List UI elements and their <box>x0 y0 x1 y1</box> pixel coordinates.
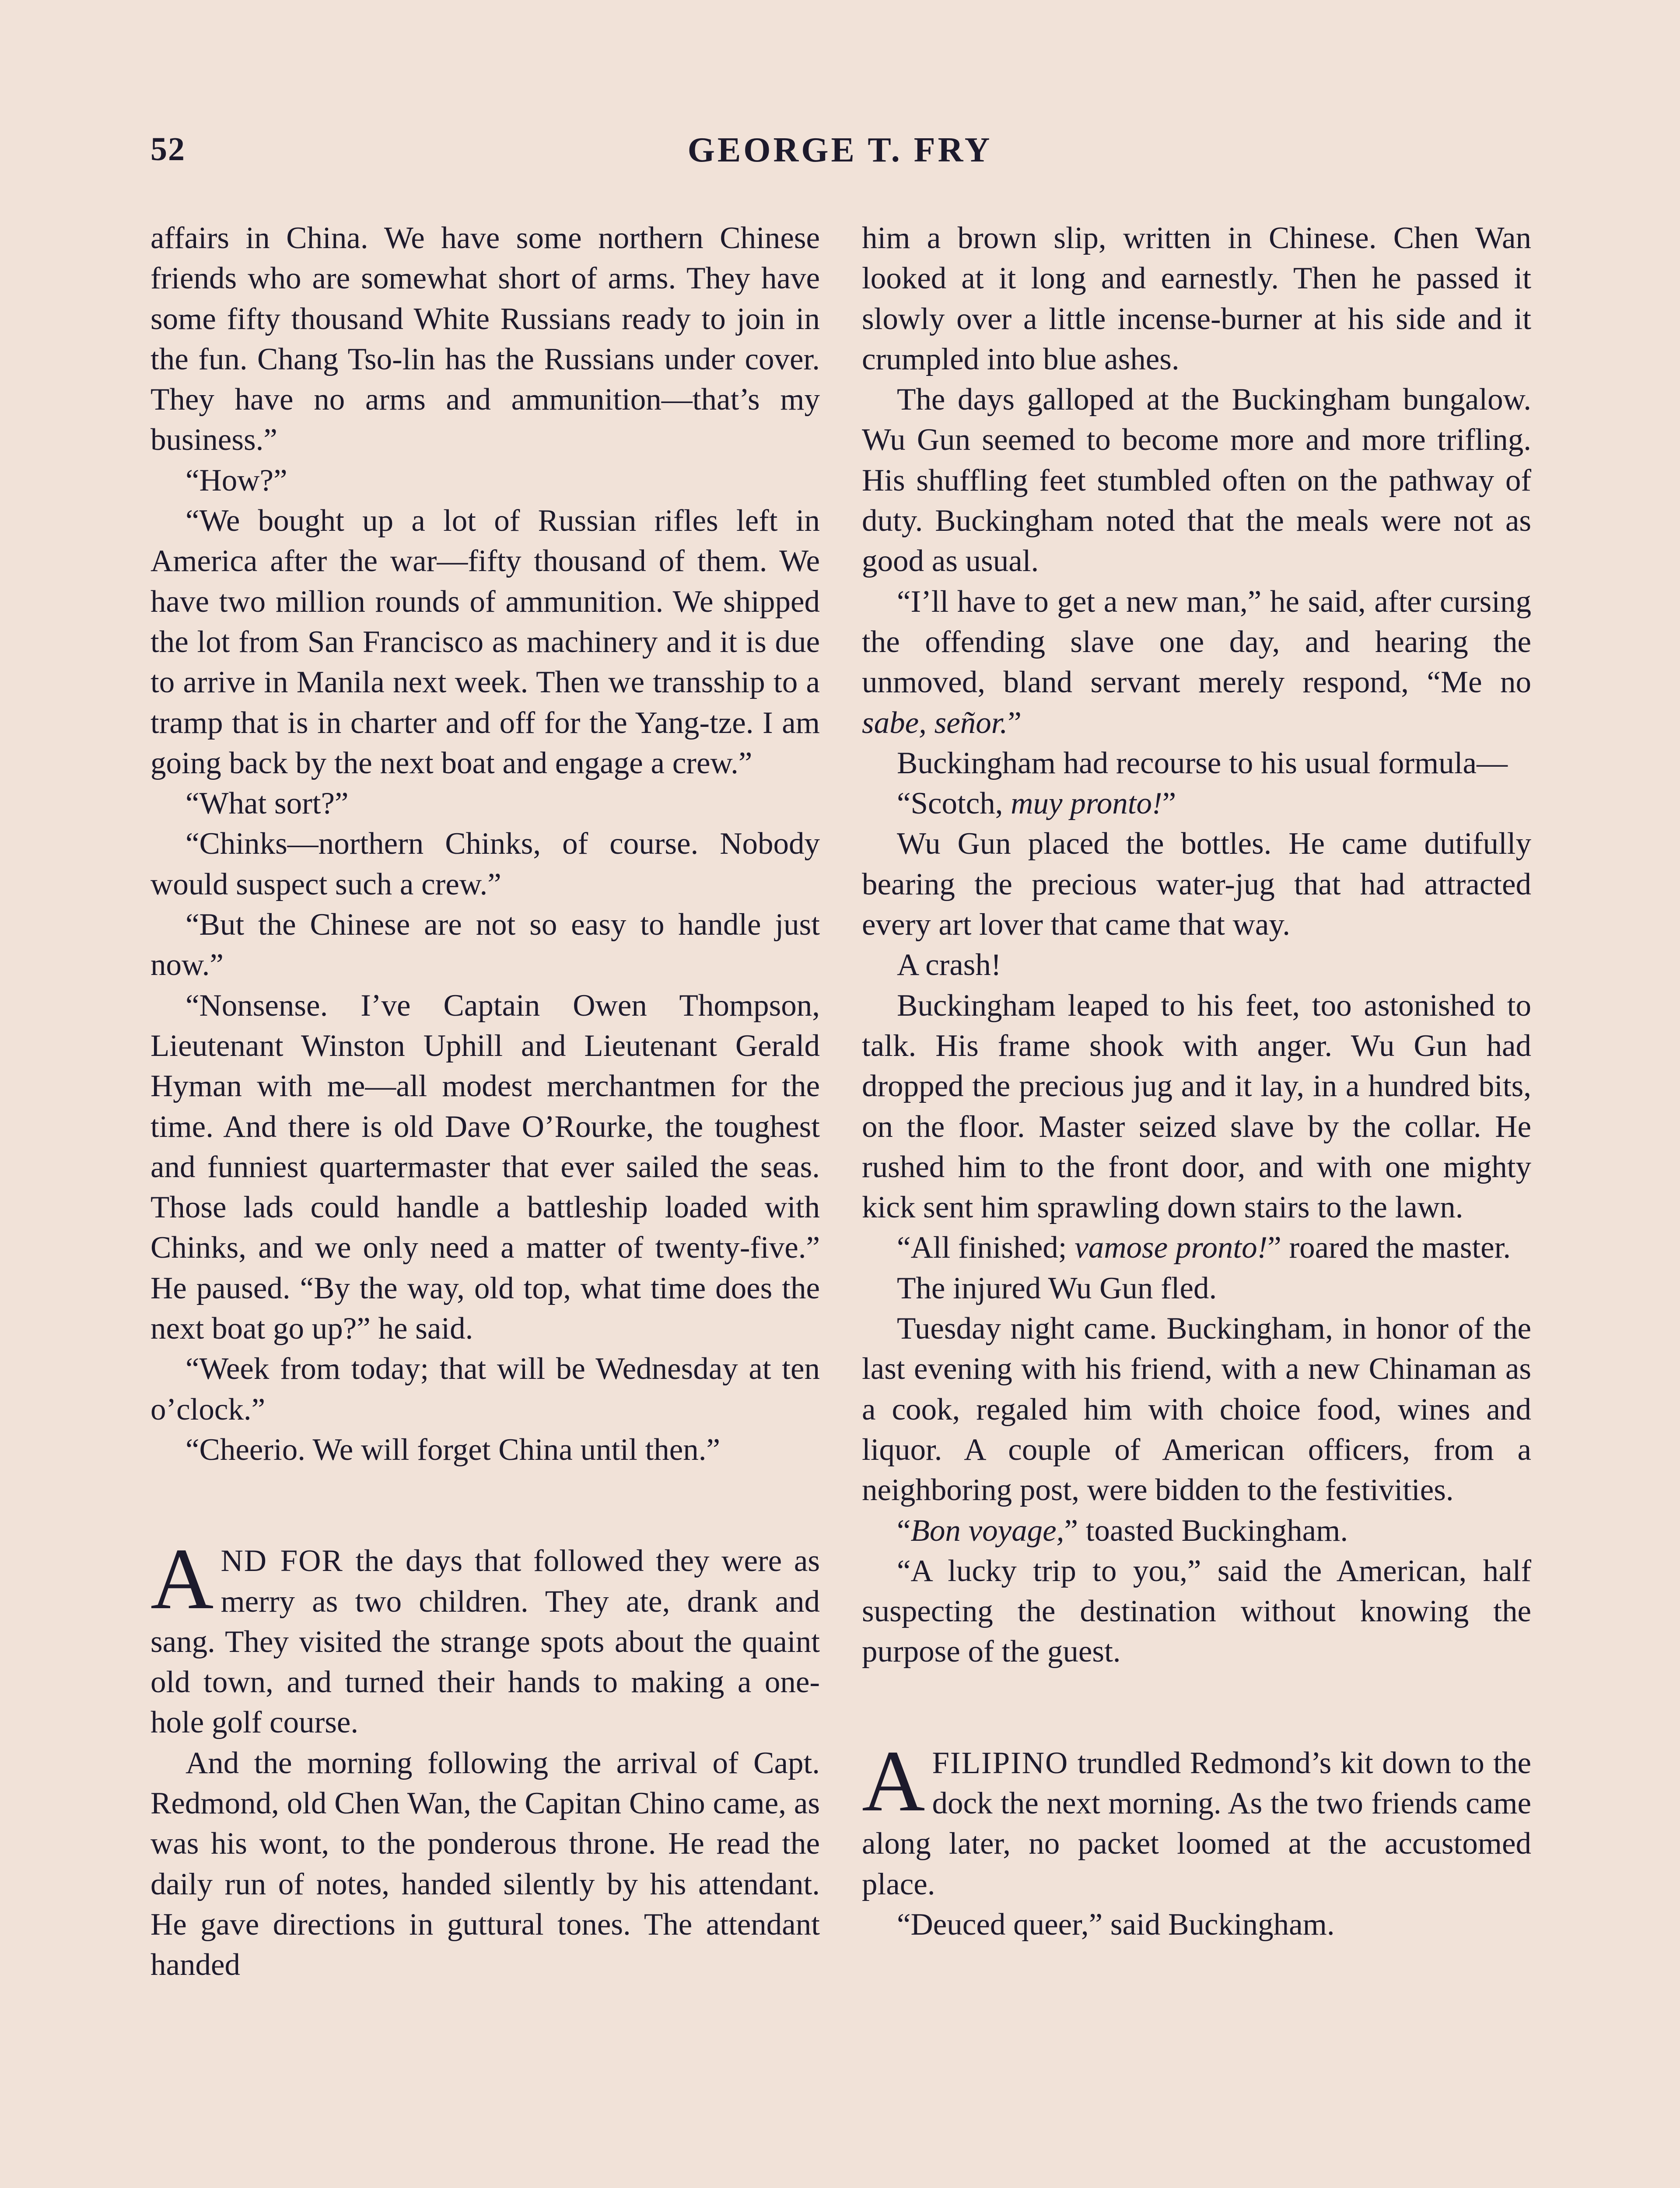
paragraph: “Cheerio. We will forget China until then.” <box>186 1432 721 1467</box>
italic-text: vamose pronto! <box>1074 1231 1268 1265</box>
paragraph-text: the days that followed they were as merry as two children. They ate, drank and sang. They visited the strange spots about the quaint old town, and turned their hands to making a one-hole golf course. <box>150 1544 820 1740</box>
paragraph-text: ” roared the master. <box>1267 1231 1511 1265</box>
paragraph: Tuesday night came. Buckingham, in honor of the last evening with his friend, with a new Chinaman as a cook, regaled him with choice food, wines and liquor. A couple of American officers, from a neighboring post, were bidden to the festivities. <box>862 1311 1531 1508</box>
paragraph <box>862 783 1531 824</box>
paragraph-text: ” <box>1008 705 1022 740</box>
section-opening-paragraph <box>150 1531 820 1743</box>
paragraph-text: trundled Redmond’s kit down to the dock the next morning. As the two friends came along later, no packet loomed at the accustomed place. <box>862 1746 1531 1901</box>
paragraph: The days galloped at the Buckingham bungalow. Wu Gun seemed to become more and more trifling. His shuffling feet stumbled often on the pathway of duty. Buckingham noted that the meals were not as good as usual. <box>862 382 1531 579</box>
drop-cap: A <box>862 1732 925 1830</box>
italic-text: Bon voyage, <box>910 1513 1064 1548</box>
paragraph: A crash! <box>897 948 1001 982</box>
italic-text: sabe, señor. <box>862 705 1008 740</box>
paragraph-text: ” toasted Buckingham. <box>1064 1513 1348 1548</box>
paragraph: “A lucky trip to you,” said the American, half suspecting the destination without knowing the purpose of the guest. <box>862 1553 1531 1669</box>
paragraph-text: “All finished; <box>897 1231 1075 1265</box>
paragraph: “Chinks—northern Chinks, of course. Nobody would suspect such a crew.” <box>150 827 820 901</box>
drop-cap: A <box>150 1531 214 1628</box>
paragraph: “Deuced queer,” said Buckingham. <box>897 1907 1335 1942</box>
page-number: 52 <box>150 131 186 168</box>
small-caps-lead: ND FOR <box>220 1544 343 1578</box>
left-column <box>150 218 820 1985</box>
paragraph <box>862 1511 1531 1551</box>
paragraph-text: “I’ll have to get a new man,” he said, after cursing the offending slave one day, and hearing the unmoved, bland servant merely respond, “Me no <box>862 584 1531 700</box>
paragraph: Wu Gun placed the bottles. He came dutifully bearing the precious water-jug that had attracted every art lover that came that way. <box>862 827 1531 942</box>
paragraph <box>862 582 1531 743</box>
paragraph: “Week from today; that will be Wednesday at ten o’clock.” <box>150 1352 820 1427</box>
paragraph-text: “Scotch, <box>897 786 1011 821</box>
paragraph: “We bought up a lot of Russian rifles left in America after the war—fifty thousand of them. We have two million rounds of ammunition. We shipped the lot from San Francisco as machinery and it is due to arrive in Manila next week. Then we transship to a tramp that is in charter and off for the Yang-tze. I am going back by the next boat and engage a crew.” <box>150 504 820 780</box>
paragraph: him a brown slip, written in Chinese. Chen Wan looked at it long and earnestly. Then he passed it slowly over a little incense-burner at his side and it crumpled into blue ashes. <box>862 221 1531 376</box>
paragraph: affairs in China. We have some northern Chinese friends who are somewhat short of arms. They have some fifty thousand White Russians ready to join in the fun. Chang Tso-lin has the Russians under cover. They have no arms and ammunition—that’s my business.” <box>150 221 820 457</box>
paragraph: “What sort?” <box>186 786 349 821</box>
paragraph: The injured Wu Gun fled. <box>897 1271 1217 1305</box>
paragraph: Buckingham had recourse to his usual formula— <box>897 746 1508 780</box>
small-caps-lead: FILIPINO <box>932 1746 1069 1780</box>
running-title: GEORGE T. FRY <box>687 131 993 169</box>
paragraph: “How?” <box>186 463 287 498</box>
paragraph: Buckingham leaped to his feet, too astonished to talk. His frame shook with anger. Wu Gun had dropped the precious jug and it lay, in a hundred bits, on the floor. Master seized slave by the collar. He rushed him to the front door, and with one mighty kick sent him sprawling down stairs to the lawn. <box>862 988 1531 1225</box>
section-opening-paragraph <box>862 1732 1531 1904</box>
italic-text: muy pronto! <box>1011 786 1162 821</box>
paragraph <box>862 1227 1531 1268</box>
paragraph: “But the Chinese are not so easy to handle just now.” <box>150 908 820 982</box>
paragraph: “Nonsense. I’ve Captain Owen Thompson, Lieutenant Winston Uphill and Lieutenant Gerald Hyman with me—all modest merchantmen for the time. And there is old Dave O’Rourke, the toughest and funniest quartermaster that ever sailed the seas. Those lads could handle a battleship loaded with Chinks, and we only need a matter of twenty-five.” He paused. “By the way, old top, what time does the next boat go up?” he said. <box>150 988 820 1346</box>
paragraph-text: ” <box>1162 786 1176 821</box>
right-column <box>862 218 1531 1945</box>
paragraph: And the morning following the arrival of Capt. Redmond, old Chen Wan, the Capitan Chino came, as was his wont, to the ponderous throne. He read the daily run of notes, handed silently by his attendant. He gave directions in guttural tones. The attendant handed <box>150 1746 820 1982</box>
paragraph-text: “ <box>897 1513 911 1548</box>
